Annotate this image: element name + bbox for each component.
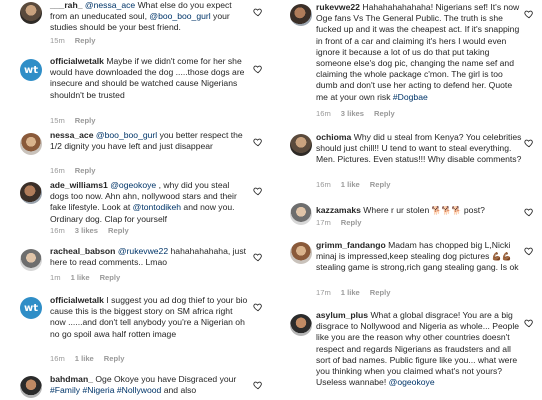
user-avatar[interactable]	[290, 4, 312, 26]
comment-meta	[50, 226, 139, 235]
likes-count[interactable]: 3 likes	[340, 109, 365, 118]
comment-text: ochioma Why did u steal from Kenya? You celebrities should just chill!! U tend to want to steal everything. Men. Pictures. Even status!!! Why disable comments?	[316, 132, 522, 165]
comment-time: 16m	[50, 226, 65, 235]
dog-emoji: 🐕🐕🐕	[431, 206, 462, 215]
user-avatar[interactable]	[290, 242, 312, 264]
muscle-emoji: 💪🏾💪🏾	[491, 252, 512, 262]
heart-icon[interactable]	[253, 137, 263, 147]
comment-text: ade_williams1 @ogeokoye , why did you steal dogs too now. Ahn ahn, nollywood stars and their fake lifestyle. Look at @tontodikeh and now you. Ordinary dog. Clap for yourself	[50, 180, 237, 224]
comment-meta	[316, 218, 371, 227]
comment-username[interactable]: ade_williams1	[50, 180, 108, 190]
likes-count[interactable]: 1 like	[340, 180, 360, 189]
avatar-initials: wt	[23, 64, 39, 76]
comment-time: 16m	[316, 109, 331, 118]
comment-username[interactable]: asylum_plus	[316, 310, 369, 320]
user-avatar[interactable]	[20, 59, 42, 81]
mention-link[interactable]: @tontodikeh	[132, 202, 182, 213]
reply-button[interactable]: Reply	[74, 166, 96, 175]
comment-username[interactable]: bahdman_	[50, 374, 93, 384]
mention-link[interactable]: @nessa_ace	[84, 0, 136, 10]
heart-icon[interactable]	[253, 186, 263, 196]
user-avatar[interactable]	[20, 182, 42, 204]
hashtag-link[interactable]: #Family	[50, 385, 81, 396]
reply-button[interactable]: Reply	[74, 36, 96, 45]
comment-username[interactable]: ochioma	[316, 132, 352, 142]
comments-column-right	[276, 0, 542, 400]
mention-link[interactable]: @boo_boo_gurl	[149, 11, 211, 22]
comment-text: racheal_babson @rukevwe22 hahahahahaha, just here to read comments.. Lmao	[50, 246, 247, 268]
comment-meta	[50, 273, 130, 282]
likes-count[interactable]: 1 like	[70, 273, 90, 282]
comment-username[interactable]: grimm_fandango	[316, 240, 386, 250]
heart-icon[interactable]	[253, 252, 263, 262]
comment-time: 1m	[50, 273, 61, 282]
reply-button[interactable]: Reply	[103, 354, 125, 363]
likes-count[interactable]: 1 like	[74, 354, 94, 363]
comment-text: ___rah_ @nessa_ace What else do you expect from an uneducated soul, @boo_boo_gurl your studies should be your best friend.	[50, 0, 232, 33]
comment-meta	[316, 180, 400, 189]
comment-username[interactable]: nessa_ace	[50, 130, 94, 140]
reply-button[interactable]: Reply	[369, 288, 391, 297]
user-avatar[interactable]	[20, 133, 42, 155]
mention-link[interactable]: @rukevwe22	[117, 246, 169, 256]
user-avatar[interactable]	[290, 314, 312, 336]
comment-time: 15m	[50, 116, 65, 125]
comment-meta	[50, 36, 105, 45]
comment-username[interactable]: ___rah_	[50, 0, 83, 10]
reply-button[interactable]: Reply	[108, 226, 129, 235]
heart-icon[interactable]	[524, 246, 534, 256]
reply-button[interactable]: Reply	[374, 109, 395, 118]
mention-link[interactable]: @ogeokoye	[388, 377, 435, 388]
comment-username[interactable]: kazzamaks	[316, 205, 361, 215]
avatar-initials: wt	[23, 302, 39, 314]
user-avatar[interactable]	[20, 376, 42, 398]
hashtag-link[interactable]: #Nigeria	[82, 385, 115, 396]
comment-meta	[316, 109, 405, 118]
heart-icon[interactable]	[524, 9, 534, 19]
heart-icon[interactable]	[524, 138, 534, 148]
heart-icon[interactable]	[524, 318, 534, 328]
reply-button[interactable]: Reply	[369, 180, 391, 189]
comment-text: rukevwe22 Hahahahahahaha! Nigerians sef! It's now Oge fans Vs The General Public. The truth is she fucked up and it was the cheapest act. If it's snapping in front of a car and claiming it's hers I would even ignore it because a lot of us do that put taking someone else's dog pic, changing the name sef and claiming the whole package c'mon. The girl is too dumb and don't use her acting to defend her. Quote me at your own risk #Dogbae	[316, 2, 520, 102]
reply-button[interactable]: Reply	[74, 116, 96, 125]
comment-username[interactable]: racheal_babson	[50, 246, 116, 256]
comment-meta	[50, 354, 134, 363]
comment-text: grimm_fandango Madam has chopped big L,Nicki minaj is impressed,keep stealing dog pictures 💪🏾💪🏾 stealing game is strong,rich gang stealing gang. Is ok	[316, 240, 519, 273]
user-avatar[interactable]	[290, 134, 312, 156]
heart-icon[interactable]	[524, 207, 534, 217]
comment-username[interactable]: officialwetalk	[50, 56, 104, 66]
hashtag-link[interactable]: #Dogbae	[392, 91, 428, 102]
comment-username[interactable]: rukevwe22	[316, 2, 360, 12]
mention-link[interactable]: @ogeokoye	[110, 180, 157, 190]
comment-time: 17m	[316, 288, 331, 297]
heart-icon[interactable]	[253, 302, 263, 312]
comment-time: 17m	[316, 218, 331, 227]
reply-button[interactable]: Reply	[99, 273, 121, 282]
comment-text: kazzamaks Where r ur stolen 🐕🐕🐕 post?	[316, 205, 485, 215]
user-avatar[interactable]	[20, 2, 42, 24]
user-avatar[interactable]	[290, 203, 312, 225]
comment-meta	[316, 288, 400, 297]
likes-count[interactable]: 1 like	[340, 288, 360, 297]
comment-time: 16m	[50, 166, 65, 175]
heart-icon[interactable]	[253, 7, 263, 17]
mention-link[interactable]: @boo_boo_gurl	[95, 130, 158, 140]
comment-text: officialwetalk I suggest you ad dog thief to your bio cause this is the biggest story on SM africa right now ......and don't tell anybody you're a Nigerian oh no go spoil awa half rotten image	[50, 295, 248, 339]
comment-text: bahdman_ Oge Okoye you have Disgraced your #Family #Nigeria #Nollywood and also	[50, 374, 237, 396]
heart-icon[interactable]	[253, 64, 263, 74]
user-avatar[interactable]	[20, 297, 42, 319]
hashtag-link[interactable]: #Nollywood	[116, 385, 162, 396]
comment-meta	[50, 116, 105, 125]
comment-username[interactable]: officialwetalk	[50, 295, 104, 305]
comment-text: officialwetalk Maybe if we didn't come for her she would have downloaded the dog .....those dogs are insecure and should be watched cause Nigerians shouldn't be trusted	[50, 56, 245, 100]
comment-time: 15m	[50, 36, 65, 45]
reply-button[interactable]: Reply	[340, 218, 362, 227]
comment-time: 16m	[316, 180, 331, 189]
user-avatar[interactable]	[20, 249, 42, 271]
comment-meta	[50, 166, 105, 175]
comment-text: asylum_plus What a global disgrace! You are a big disgrace to Nollywood and Nigeria as whole... People like you are the reason why other countries doesn't respect and regards Nigerians as fraudsters and all sort of bad names. Public figure like you... what were you thinking when you claimed what's not yours? Useless wannabe! @ogeokoye	[316, 310, 520, 388]
likes-count[interactable]: 3 likes	[74, 226, 99, 235]
comment-time: 16m	[50, 354, 65, 363]
comment-text: nessa_ace @boo_boo_gurl you better respect the 1/2 dignity you have left and just disappear	[50, 130, 243, 152]
heart-icon[interactable]	[253, 380, 263, 390]
